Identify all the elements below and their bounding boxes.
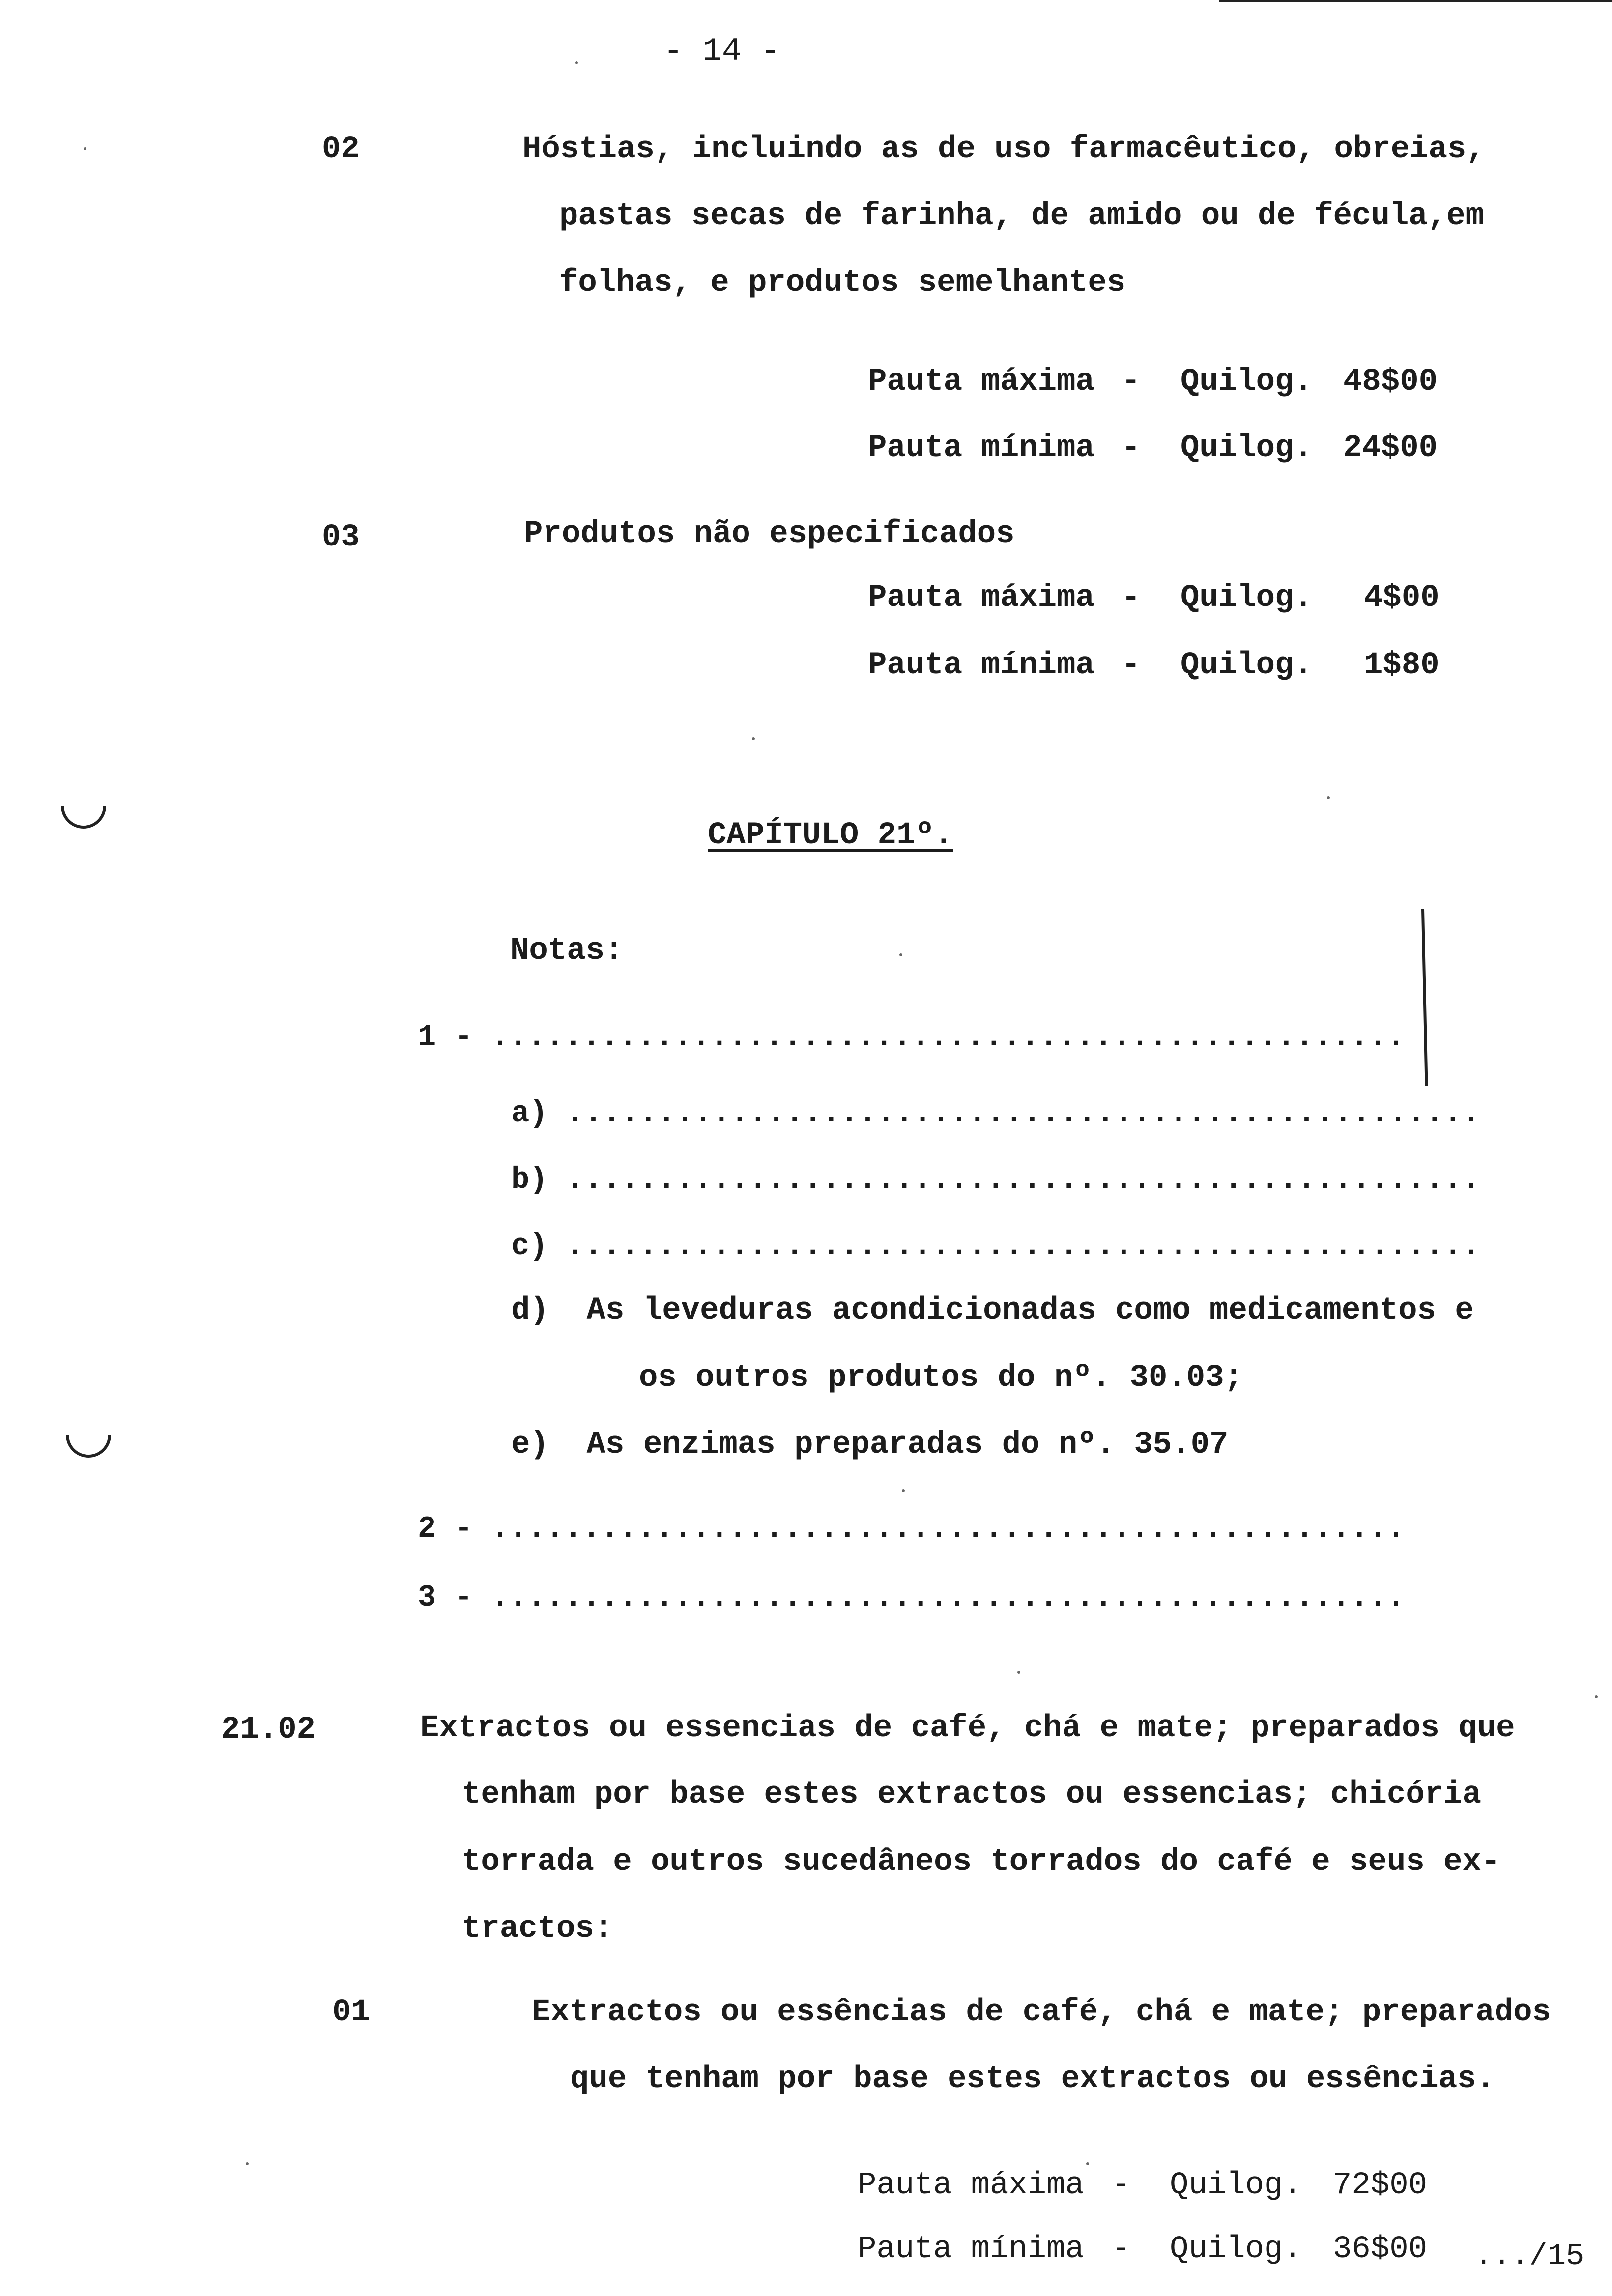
continuation-marker: .../15 — [1474, 2239, 1584, 2273]
unit: Quilog. — [1180, 364, 1313, 400]
dash: - — [1122, 430, 1141, 466]
dash: - — [1112, 2232, 1131, 2267]
price-value: 72$00 — [1333, 2168, 1428, 2203]
dash: - — [1122, 648, 1141, 683]
note-1-d: d) As leveduras acondicionadas como medicamentos e — [511, 1293, 1474, 1328]
pauta-maxima-label: Pauta máxima — [868, 580, 1094, 616]
note-2: 2 - .................................................. — [418, 1511, 1406, 1546]
scan-speck — [575, 61, 578, 64]
item-code-02: 02 — [322, 132, 360, 167]
note-1: 1 - .................................................. — [418, 1020, 1406, 1055]
price-value: 36$00 — [1333, 2232, 1428, 2267]
scan-speck — [752, 737, 755, 740]
pauta-maxima-label: Pauta máxima — [858, 2168, 1084, 2203]
item-code-01: 01 — [332, 1995, 370, 2030]
scan-speck — [246, 2162, 249, 2165]
punch-hole — [61, 806, 106, 829]
scan-speck — [84, 147, 86, 150]
price-value: 48$00 — [1343, 364, 1438, 400]
unit: Quilog. — [1180, 430, 1313, 466]
heading-line: tractos: — [462, 1911, 613, 1947]
unit: Quilog. — [1180, 580, 1313, 616]
pauta-minima-label: Pauta mínima — [868, 430, 1094, 466]
pauta-minima-label: Pauta mínima — [868, 648, 1094, 683]
dash: - — [1122, 580, 1141, 616]
heading-code-2102: 21.02 — [221, 1712, 316, 1748]
price-value: 24$00 — [1343, 430, 1438, 466]
margin-line — [1421, 909, 1428, 1086]
heading-line: torrada e outros sucedâneos torrados do café e seus ex- — [462, 1844, 1500, 1880]
description-line: Hóstias, incluindo as de uso farmacêutico, obreias, — [522, 132, 1485, 167]
punch-hole — [66, 1435, 111, 1458]
dash: - — [1112, 2168, 1131, 2203]
pauta-minima-label: Pauta mínima — [858, 2232, 1084, 2267]
scan-speck — [899, 953, 902, 956]
price-value: 4$00 — [1364, 580, 1439, 616]
unit: Quilog. — [1170, 2168, 1302, 2203]
scan-speck — [1017, 1671, 1020, 1674]
item-code-03: 03 — [322, 520, 360, 555]
description-line: folhas, e produtos semelhantes — [559, 265, 1126, 301]
scan-speck — [1327, 796, 1330, 799]
chapter-title: CAPÍTULO 21º. — [708, 818, 953, 853]
heading-line: Extractos ou essencias de café, chá e mate; preparados que — [420, 1711, 1515, 1746]
unit: Quilog. — [1180, 648, 1313, 683]
note-1-e: e) As enzimas preparadas do nº. 35.07 — [511, 1427, 1229, 1463]
note-1-d-cont: os outros produtos do nº. 30.03; — [639, 1360, 1243, 1396]
note-1-c: c) .................................................. — [511, 1229, 1480, 1263]
price-value: 1$80 — [1364, 648, 1439, 683]
scan-speck — [1595, 1695, 1598, 1698]
unit: Quilog. — [1170, 2232, 1302, 2267]
scan-speck — [902, 1489, 905, 1492]
top-edge-rule — [1219, 0, 1612, 2]
description-line: Produtos não especificados — [524, 517, 1015, 552]
heading-line: tenham por base estes extractos ou essencias; chicória — [462, 1777, 1481, 1812]
page-number: - 14 - — [663, 33, 780, 70]
description-line: pastas secas de farinha, de amido ou de fécula,em — [559, 199, 1484, 234]
pauta-maxima-label: Pauta máxima — [868, 364, 1094, 400]
description-line: que tenham por base estes extractos ou essências. — [570, 2062, 1495, 2097]
scan-speck — [1086, 2162, 1089, 2165]
notes-label: Notas: — [510, 933, 624, 969]
dash: - — [1122, 364, 1141, 400]
description-line: Extractos ou essências de café, chá e mate; preparados — [532, 1995, 1551, 2030]
note-3: 3 - .................................................. — [418, 1580, 1406, 1615]
note-1-b: b) .................................................. — [511, 1162, 1480, 1197]
note-1-a: a) .................................................. — [511, 1096, 1480, 1131]
